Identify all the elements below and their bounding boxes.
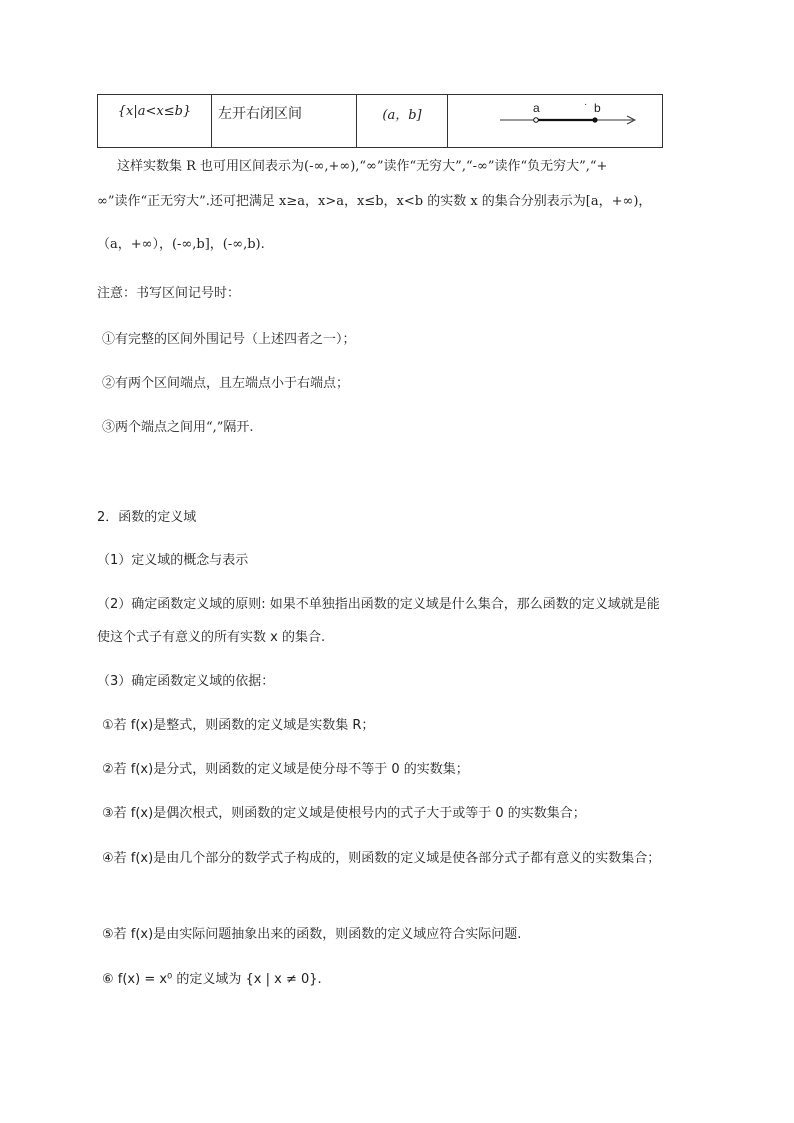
section2-heading: 2．函数的定义域 [97,510,197,525]
notice-item-3: ③两个端点之间用“,”隔开. [102,420,254,435]
para1-line1: 这样实数集 R 也可用区间表示为(-∞,+∞),“∞”读作“无穷大”,“-∞”读作“负无穷大”,“+ [117,159,608,174]
section2-sub2-line1: （2）确定函数定义域的原则: 如果不单独指出函数的定义域是什么集合，那么函数的定义域就是能 [97,597,660,612]
rule-6: ⑥ f(x) = x⁰ 的定义域为 {x | x ≠ 0}. [102,972,322,987]
notice-item-2: ②有两个区间端点，且左端点小于右端点； [102,376,350,391]
para1-line3: （a，+∞），(-∞,b]，(-∞,b). [97,237,265,252]
rule-5: ⑤若 f(x)是由实际问题抽象出来的函数，则函数的定义域应符合实际问题. [102,927,522,942]
interval-table [97,94,663,148]
section2-sub1: （1）定义域的概念与表示 [97,553,249,568]
label-dot: · [584,99,588,110]
closed-endpoint-b [592,117,597,122]
label-a: a [533,101,540,115]
rule-4: ④若 f(x)是由几个部分的数学式子构成的，则函数的定义域是使各部分式子都有意义的实数集合； [102,851,661,866]
set-cell: {x|a<x≤b} [98,95,212,148]
rule-3: ③若 f(x)是偶次根式，则函数的定义域是使根号内的式子大于或等于 0 的实数集合； [102,806,586,821]
interval-name-cell: 左开右闭区间 [212,95,357,148]
section2-sub3: （3）确定函数定义域的依据： [97,674,275,689]
section2-sub2-line2: 使这个式子有意义的所有实数 x 的集合. [97,630,326,645]
para1-line2: ∞”读作“正无穷大”.还可把满足 x≥a，x>a，x≤b，x<b 的实数 x 的集合分别表示为[a，+∞)， [97,194,652,209]
notice-title: 注意：书写区间记号时： [97,286,241,301]
notice-item-1: ①有完整的区间外围记号（上述四者之一）； [102,332,356,347]
open-endpoint-a [534,118,539,123]
rule-1: ①若 f(x)是整式，则函数的定义域是实数集 R； [102,718,375,733]
label-b: b [594,101,601,115]
rule-2: ②若 f(x)是分式，则函数的定义域是使分母不等于 0 的实数集； [102,762,469,777]
number-line-diagram [448,95,668,147]
numberline-cell [448,95,663,148]
notation-cell: (a，b] [357,95,448,148]
table-row [98,95,663,148]
